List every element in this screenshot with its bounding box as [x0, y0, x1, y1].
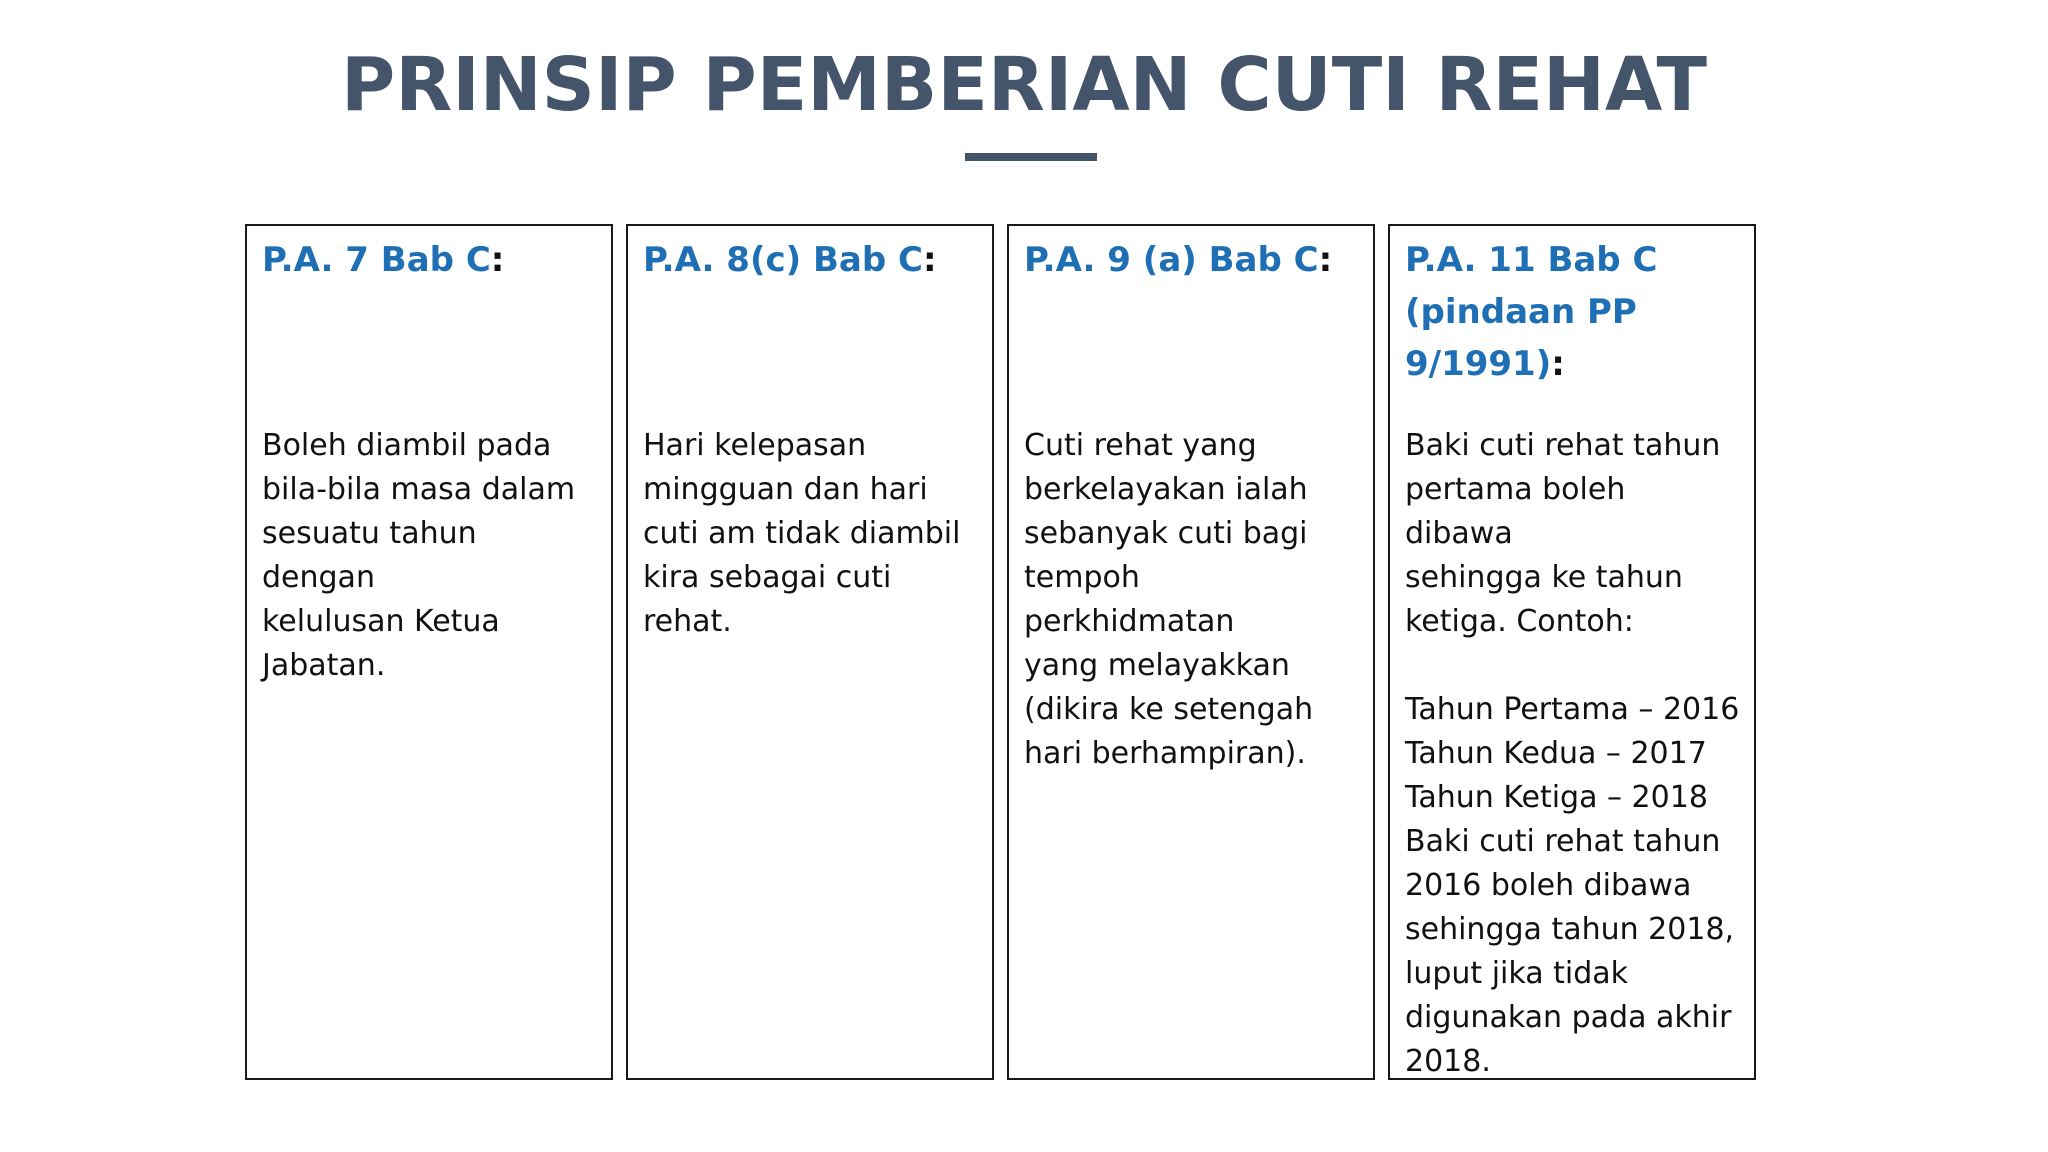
card-heading [1405, 234, 1740, 424]
card-body: Baki cuti rehat tahun pertama boleh dibawa sehingga ke tahun ketiga. Contoh: Tahun Pertama – 2016 Tahun Kedua – 2017 Tahun Ketiga – 2018 Baki cuti rehat tahun 2016 boleh dibawa sehingga tahun 2018, luput jika tidak digunakan pada akhir 2018. [1405, 428, 1740, 1079]
card-body: Cuti rehat yang berkelayakan ialah sebanyak cuti bagi tempoh perkhidmatan yang melayakkan (dikira ke setengah hari berhampiran). [1024, 428, 1314, 771]
card-heading-text: P.A. 8(c) Bab C [643, 240, 924, 280]
card-body: Boleh diambil pada bila-bila masa dalam sesuatu tahun dengan kelulusan Ketua Jabatan. [262, 428, 576, 683]
card-heading-text: P.A. 9 (a) Bab C [1024, 240, 1319, 280]
card-body: Hari kelepasan mingguan dan hari cuti am tidak diambil kira sebagai cuti rehat. [643, 428, 961, 639]
card-pa9a [1007, 224, 1375, 1080]
card-heading-text: P.A. 7 Bab C [262, 240, 491, 280]
card-heading-text: P.A. 11 Bab C (pindaan PP 9/1991) [1405, 240, 1658, 384]
card-heading [643, 234, 978, 424]
card-heading-colon: : [923, 240, 937, 280]
card-heading [1024, 234, 1359, 424]
card-heading-colon: : [490, 240, 505, 280]
slide-title: PRINSIP PEMBERIAN CUTI REHAT [340, 42, 1707, 128]
card-pa7 [245, 224, 613, 1080]
card-heading-colon: : [1551, 344, 1565, 384]
card-pa8c [626, 224, 994, 1080]
title-underline [965, 153, 1097, 161]
card-pa11 [1388, 224, 1756, 1080]
card-heading-colon: : [1318, 240, 1333, 280]
card-heading [262, 234, 597, 424]
